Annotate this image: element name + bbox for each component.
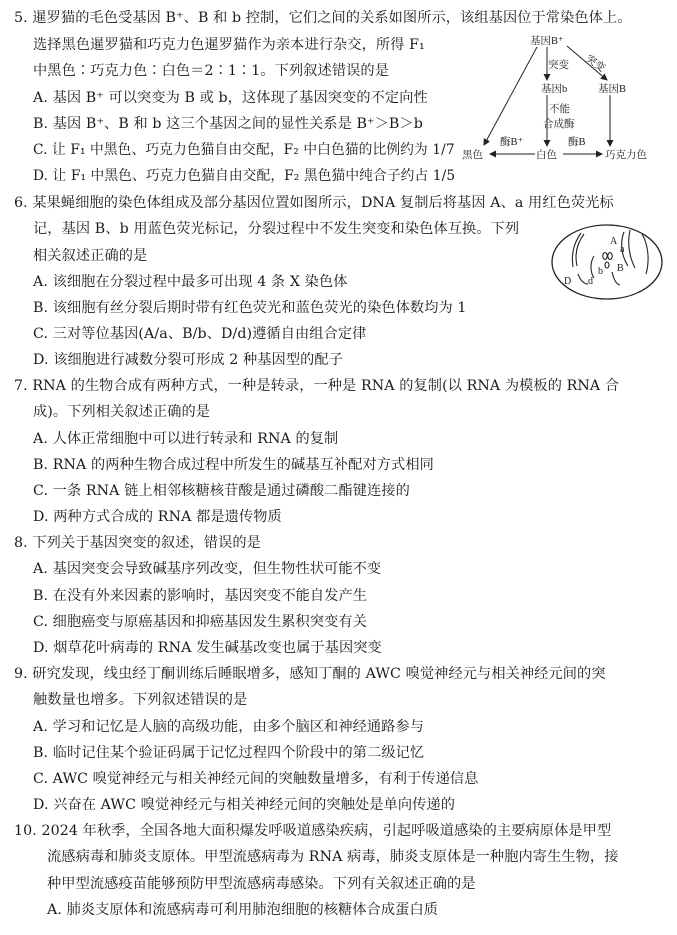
mutation-label-left: 突变 bbox=[548, 60, 569, 71]
question-7-stem-line-1: 7. RNA 的生物合成有两种方式，一种是转录，一种是 RNA 的复制(以 RNA 为模板的 RNA 合 bbox=[14, 378, 620, 394]
question-8-option-b: B. 在没有外来因素的影响时，基因突变不能自发产生 bbox=[33, 588, 368, 604]
chocolate-phenotype-label: 巧克力色 bbox=[605, 150, 647, 161]
white-phenotype-label: 白色 bbox=[536, 150, 557, 161]
question-5-option-a: A. 基因 B⁺ 可以突变为 B 或 b，这体现了基因突变的不定向性 bbox=[33, 90, 428, 106]
question-6-stem-line-1: 6. 某果蝇细胞的染色体组成及部分基因位置如图所示，DNA 复制后将基因 A、a 用红色荧光标 bbox=[14, 195, 614, 211]
chromosome-3 bbox=[629, 230, 635, 268]
allele-a-label: a bbox=[620, 244, 625, 255]
question-10-option-a: A. 肺炎支原体和流感病毒可利用肺泡细胞的核糖体合成蛋白质 bbox=[47, 902, 439, 918]
question-9-option-d: D. 兴奋在 AWC 嗅觉神经元与相关神经元间的突触处是单向传递的 bbox=[33, 797, 456, 813]
question-5-stem-line-1: 5. 暹罗猫的毛色受基因 B⁺、B 和 b 控制，它们之间的关系如图所示，该组基因位于常染色体上。 bbox=[14, 10, 632, 26]
question-9-stem-line-2: 触数量也增多。下列叙述错误的是 bbox=[33, 692, 248, 708]
question-7-stem-line-2: 成)。下列相关叙述正确的是 bbox=[33, 404, 211, 420]
mutation-label-right: 突变 bbox=[583, 53, 607, 75]
question-5-stem-line-3: 中黑色∶巧克力色∶白色＝2∶1∶1。下列叙述错误的是 bbox=[33, 63, 389, 79]
chromosome-dot-1 bbox=[603, 253, 607, 260]
question-6-stem-line-3: 相关叙述正确的是 bbox=[33, 248, 148, 264]
synthesize-enzyme-label: 合成酶 bbox=[543, 119, 575, 130]
question-6-option-a: A. 该细胞在分裂过程中最多可出现 4 条 X 染色体 bbox=[33, 274, 348, 290]
question-5-option-c: C. 让 F₁ 中黑色、巧克力色猫自由交配，F₂ 中白色猫的比例约为 1/7 bbox=[33, 142, 455, 158]
question-10-stem-line-2: 流感病毒和肺炎支原体。甲型流感病毒为 RNA 病毒，肺炎支原体是一种胞内寄生生物，接 bbox=[47, 849, 619, 865]
question-9-option-a: A. 学习和记忆是人脑的高级功能，由多个脑区和神经通路参与 bbox=[33, 719, 425, 735]
gene-pathway-diagram bbox=[462, 32, 676, 167]
question-10-stem-line-1: 10. 2024 年秋季，全国各地大面积爆发呼吸道感染疾病，引起呼吸道感染的主要病原体是甲型 bbox=[14, 823, 612, 839]
allele-A-label: A bbox=[610, 236, 618, 247]
question-5-stem-line-2: 选择黑色暹罗猫和巧克力色暹罗猫作为亲本进行杂交，所得 F₁ bbox=[33, 37, 425, 53]
chromosome-6 bbox=[578, 274, 588, 284]
question-8-stem-line-1: 8. 下列关于基因突变的叙述，错误的是 bbox=[14, 535, 261, 551]
question-6-option-c: C. 三对等位基因(A/a、B/b、D/d)遵循自由组合定律 bbox=[33, 326, 367, 342]
allele-b-label: b bbox=[598, 266, 603, 277]
question-8-option-a: A. 基因突变会导致碱基序列改变，但生物性状可能不变 bbox=[33, 561, 382, 577]
enzyme-bplus-label: 酶B⁺ bbox=[500, 137, 524, 148]
question-5-option-d: D. 让 F₁ 中黑色、巧克力色猫自由交配，F₂ 黑色猫中纯合子约占 1/5 bbox=[33, 168, 456, 184]
arrow-bplus-to-black bbox=[484, 47, 537, 145]
allele-B-label: B bbox=[617, 263, 624, 274]
question-6-option-b: B. 该细胞有丝分裂后期时带有红色荧光和蓝色荧光的染色体数均为 1 bbox=[33, 300, 467, 316]
question-9-option-c: C. AWC 嗅觉神经元与相关神经元间的突触数量增多，有利于传递信息 bbox=[33, 771, 479, 787]
question-9-option-b: B. 临时记住某个验证码属于记忆过程四个阶段中的第二级记忆 bbox=[33, 745, 425, 761]
gene-bplus-label: 基因B⁺ bbox=[530, 36, 564, 47]
gene-b-upper-label: 基因B bbox=[598, 84, 627, 95]
enzyme-b-label: 酶B bbox=[568, 137, 586, 148]
chromosome-5 bbox=[591, 256, 594, 278]
question-7-option-d: D. 两种方式合成的 RNA 都是遗传物质 bbox=[33, 509, 282, 525]
question-8-option-d: D. 烟草花叶病毒的 RNA 发生碱基改变也属于基因突变 bbox=[33, 640, 382, 656]
question-7-option-b: B. RNA 的两种生物合成过程中所发生的碱基互补配对方式相同 bbox=[33, 457, 434, 473]
question-6-stem-line-2: 记，基因 B、b 用蓝色荧光标记，分裂过程中不发生突变和染色体互换。下列 bbox=[33, 221, 520, 237]
question-9-stem-line-1: 9. 研究发现，线虫经丁酮训练后睡眠增多，感知丁酮的 AWC 嗅觉神经元与相关神经元间的突 bbox=[14, 666, 606, 682]
chromosome-dot-3 bbox=[605, 262, 609, 268]
allele-D-label: D bbox=[564, 276, 572, 287]
cell-chromosome-diagram bbox=[550, 222, 665, 302]
allele-d-label: d bbox=[588, 276, 593, 287]
question-7-option-a: A. 人体正常细胞中可以进行转录和 RNA 的复制 bbox=[33, 431, 339, 447]
question-5-option-b: B. 基因 B⁺、B 和 b 这三个基因之间的显性关系是 B⁺＞B＞b bbox=[33, 116, 423, 132]
question-10-stem-line-3: 种甲型流感疫苗能够预防甲型流感病毒感染。下列有关叙述正确的是 bbox=[47, 876, 476, 892]
chromosome-4 bbox=[642, 234, 648, 274]
black-phenotype-label: 黑色 bbox=[462, 150, 483, 161]
gene-b-lower-label: 基因b bbox=[541, 84, 568, 95]
question-6-option-d: D. 该细胞进行减数分裂可形成 2 种基因型的配子 bbox=[33, 352, 343, 368]
chromosome-dot-2 bbox=[608, 253, 612, 260]
question-8-option-c: C. 细胞癌变与原癌基因和抑癌基因发生累积突变有关 bbox=[33, 614, 367, 630]
cannot-label: 不能 bbox=[549, 104, 570, 115]
question-7-option-c: C. 一条 RNA 链上相邻核糖核苷酸是通过磷酸二酯键连接的 bbox=[33, 483, 410, 499]
